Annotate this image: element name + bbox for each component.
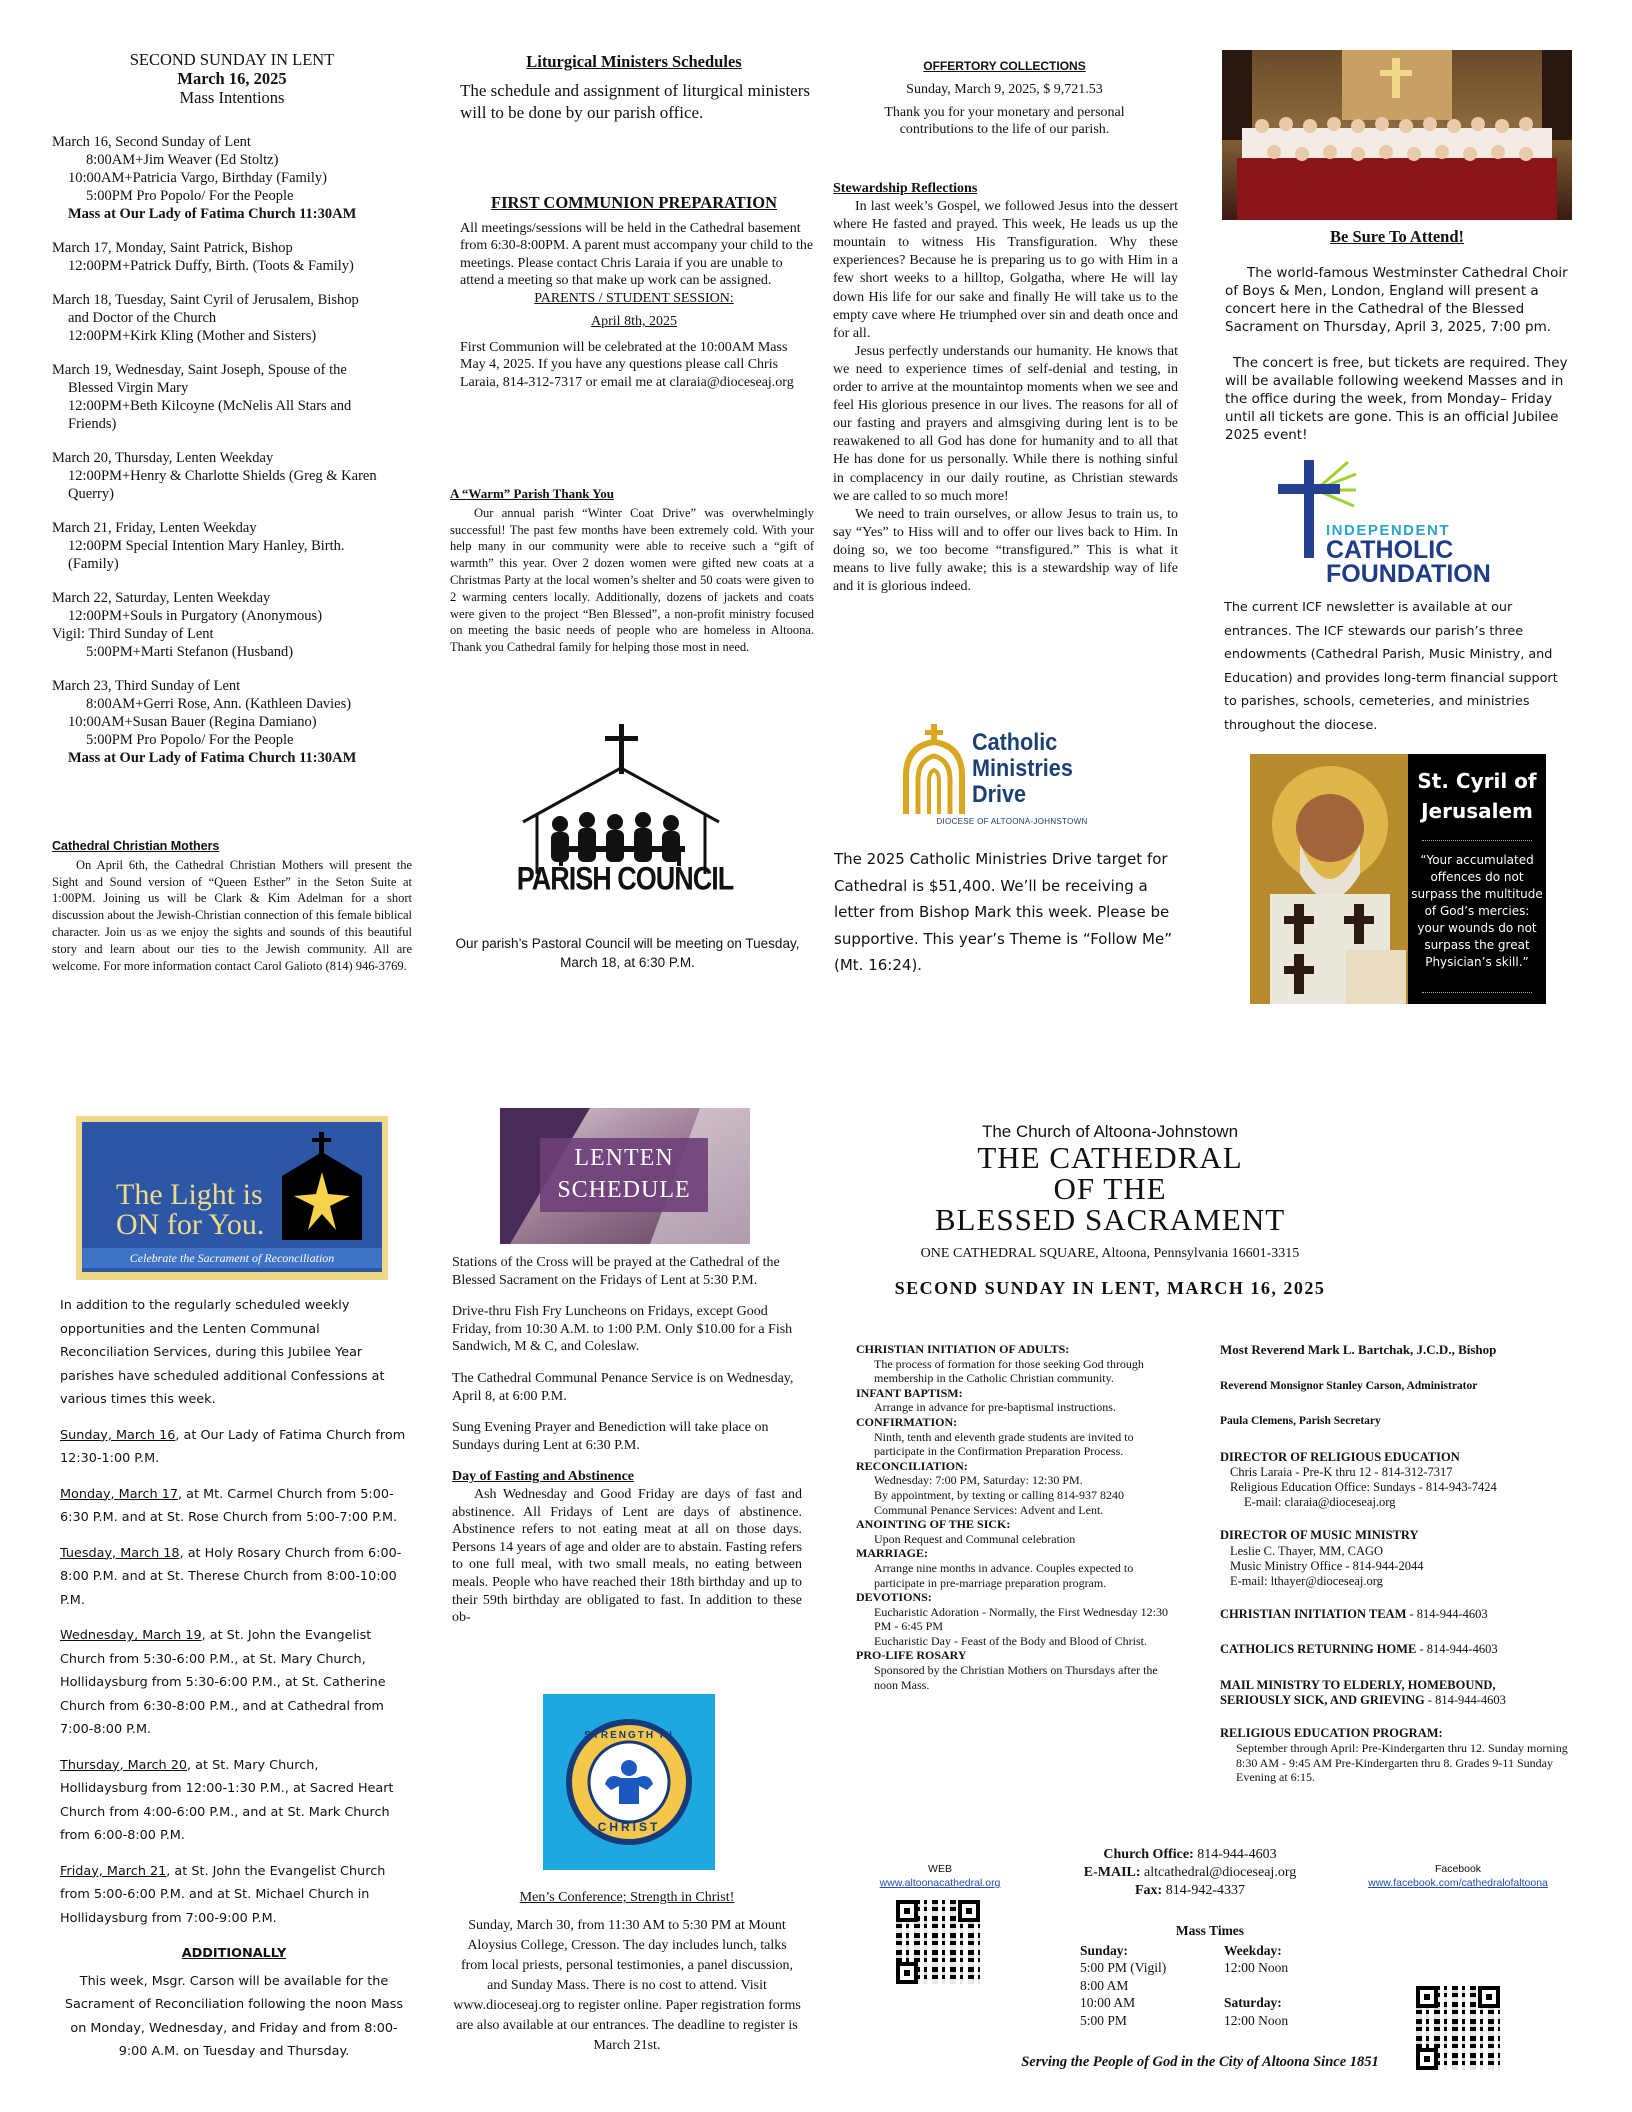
mens-conference-section bbox=[452, 1888, 802, 2056]
offertory-title: OFFERTORY COLLECTIONS bbox=[923, 59, 1086, 73]
crh-title: CATHOLICS RETURNING HOME bbox=[1220, 1642, 1417, 1657]
stewardship-p3: We need to train ourselves, or allow Jesus to train us, to say “Yes” to Hiss will and to offer our lives back to Him. In doing so, we too become “transfigured.” This is what it means to live fully awake; this is a stewardship way of life and it is glorious indeed. bbox=[833, 506, 1178, 595]
sacrament-body: Sponsored by the Christian Mothers on Thursdays after the noon Mass. bbox=[874, 1663, 1158, 1692]
intention-block bbox=[52, 361, 412, 433]
crh-phone: - 814-944-4603 bbox=[1416, 1642, 1498, 1657]
dre-line3: E-mail: claraia@dioceseaj.org bbox=[1244, 1495, 1396, 1510]
parish-council-body: Our parish’s Pastoral Council will be meeting on Tuesday, March 18, at 6:30 P.M. bbox=[455, 936, 800, 970]
intention-line: 8:00AM+Gerri Rose, Ann. (Kathleen Davies) bbox=[86, 696, 352, 712]
light-is-on-banner-inner bbox=[82, 1122, 382, 1272]
mail-ministry-line1: MAIL MINISTRY TO ELDERLY, HOMEBOUND, bbox=[1220, 1677, 1496, 1692]
st-cyril-title1: St. Cyril of bbox=[1417, 769, 1537, 793]
intention-line: (Family) bbox=[68, 556, 119, 572]
intention-line: Vigil: Third Sunday of Lent bbox=[52, 626, 214, 642]
sacraments-list bbox=[856, 1342, 1176, 1692]
weekday-time: 12:00 Noon bbox=[1224, 1960, 1289, 1975]
masthead-title3: BLESSED SACRAMENT bbox=[934, 1202, 1286, 1237]
masthead-address: ONE CATHEDRAL SQUARE, Altoona, Pennsylvania 16601-3315 bbox=[920, 1246, 1300, 1261]
concert-title: Be Sure To Attend! bbox=[1329, 227, 1464, 246]
contact-block bbox=[1040, 1846, 1340, 1900]
stewardship-section bbox=[833, 180, 1178, 596]
intention-line: Blessed Virgin Mary bbox=[68, 380, 189, 396]
strength-in-christ-logo bbox=[543, 1694, 715, 1870]
intention-line: 12:00PM+Henry & Charlotte Shields (Greg & Karen bbox=[68, 468, 377, 484]
mass-intentions-section bbox=[52, 50, 412, 783]
sacrament-title: ANOINTING OF THE SICK: bbox=[856, 1517, 1011, 1532]
offertory-amount: Sunday, March 9, 2025, $ 9,721.53 bbox=[906, 82, 1103, 97]
light-is-on-line1: The Light is bbox=[116, 1178, 263, 1211]
icf-logo-line1: INDEPENDENT bbox=[1326, 522, 1451, 539]
dmm-line3: E-mail: lthayer@dioceseaj.org bbox=[1230, 1574, 1383, 1589]
reconciliation-day-label: Tuesday, March 18 bbox=[60, 1545, 180, 1561]
intentions-date: March 16, 2025 bbox=[177, 69, 287, 88]
reconciliation-day-text: , at Holy Rosary Church from 6:00-8:00 P.M. and at St. Therese Church from 8:00-10:00 P.M. bbox=[60, 1545, 402, 1608]
first-communion-body: All meetings/sessions will be held in the Cathedral basement from 6:30-8:00PM. A parent must accompany your child to the meetings. Please contact Chris Laraia if you are unable to attend a meeting so that make up work can be assigned. bbox=[460, 220, 814, 288]
mail-ministry-phone: - 814-944-4603 bbox=[1424, 1692, 1506, 1707]
intention-line: Querry) bbox=[68, 486, 114, 502]
sacrament-body: Wednesday: 7:00 PM, Saturday: 12:30 PM. By appointment, by texting or calling 814-937 8240 Communal Penance Services: Advent and Lent. bbox=[874, 1473, 1124, 1517]
reconciliation-day-label: Sunday, March 16 bbox=[60, 1427, 176, 1443]
masthead-title2: OF THE bbox=[1053, 1171, 1167, 1206]
reconciliation-day-text: , at St. John the Evangelist Church from 5:00-6:00 P.M. and at St. Michael Church in Hollidaysburg from 7:00-9:00 P.M. bbox=[60, 1863, 386, 1926]
contact-office-value: 814-944-4603 bbox=[1193, 1847, 1277, 1862]
st-cyril-card bbox=[1250, 754, 1546, 1004]
mail-ministry-line2 bbox=[1220, 1693, 1570, 1708]
sacrament-title: CONFIRMATION: bbox=[856, 1414, 958, 1429]
intention-block bbox=[52, 291, 412, 345]
mens-conference-body: Sunday, March 30, from 11:30 AM to 5:30 PM at Mount Aloysius College, Cresson. The day includes lunch, talks from local priests, personal testimonies, a panel discussion, and Sunday Mass. There is no cost to attend. Visit www.dioceseaj.org to register online. Paper registration forms are also available at our entrances. The deadline to register is March 21st. bbox=[453, 1918, 801, 2053]
sunday-time-1: 8:00 AM bbox=[1080, 1977, 1129, 1993]
christian-mothers-title: Cathedral Christian Mothers bbox=[52, 839, 220, 853]
saturday-label: Saturday: bbox=[1224, 1995, 1282, 2010]
ministers-body: The schedule and assignment of liturgical ministers will to be done by our parish office. bbox=[460, 81, 810, 122]
strength-in-christ-graphic bbox=[543, 1694, 715, 1870]
intention-line: March 21, Friday, Lenten Weekday bbox=[52, 520, 257, 536]
reconciliation-day-text: , at St. John the Evangelist Church from 5:30-6:00 P.M., at St. Mary Church, Hollidaysburg from 5:30-6:00 P.M., at St. Catherine Church from 6:30-8:00 P.M., and at Cathedral from 7:00-8:00 P.M. bbox=[60, 1628, 386, 1737]
contact-email-label: E-MAIL: bbox=[1083, 1865, 1141, 1880]
thank-you-body: Our annual parish “Winter Coat Drive” was overwhelmingly successful! The past few months have been extremely cold. With your help many in our community were able to receive such a “gift of warmth” this year. Over 2 dozen women were gifted new coats at a Christmas Party at the local women’s shelter and 50 coats were given to 2 warming centers locally. Additionally, dozens of jackets and coats were given to the project “Ben Blessed”, a non-profit ministry focused on meeting the basic needs of people who are homeless in Altoona. Thank you Cathedral family for helping those most in need. bbox=[450, 505, 814, 655]
staff-secretary: Paula Clemens, Parish Secretary bbox=[1220, 1415, 1381, 1428]
intentions-subheading: Mass Intentions bbox=[179, 88, 285, 107]
dmm-line1: Leslie C. Thayer, MM, CAGO bbox=[1230, 1543, 1384, 1558]
sacrament-body: Upon Request and Communal celebration bbox=[874, 1531, 1076, 1546]
concert-p2: The concert is free, but tickets are required. They will be available following weekend Masses and in the office during the week, from Monday– Friday until all tickets are gone. This is an official Jubilee 2025 event! bbox=[1225, 355, 1568, 443]
facebook-link[interactable]: www.facebook.com/cathedralofaltoona bbox=[1368, 1877, 1548, 1889]
facebook-block bbox=[1338, 1862, 1578, 1890]
cit-line bbox=[1220, 1607, 1570, 1622]
strength-logo-bottom: CHRIST bbox=[597, 1820, 661, 1834]
cmd-logo bbox=[902, 720, 1122, 830]
lenten-p3: The Cathedral Communal Penance Service is on Wednesday, April 8, at 6:00 P.M. bbox=[452, 1370, 794, 1404]
web-qr-code bbox=[896, 1900, 980, 1984]
sunday-time-0: 5:00 PM (Vigil) bbox=[1080, 1960, 1167, 1975]
stewardship-p1: In last week’s Gospel, we followed Jesus into the dessert where He fasted and prayed. This week, He leads us up the mountain to witness His Transfiguration. Why these experiences? Because he is preparing us to go with Him in a few short weeks to a hilltop, Golgatha, where He will lay down His life for our sake and finally He will take us to the empty cave where He triumphed over sin and death once and for all. bbox=[833, 199, 1178, 341]
lenten-p2: Drive-thru Fish Fry Luncheons on Fridays, except Good Friday, from 10:30 A.M. to 1:00 P.M. Only $10.00 for a Fish Sandwich, M & C, and Coleslaw. bbox=[452, 1304, 793, 1355]
intention-line: Mass at Our Lady of Fatima Church 11:30AM bbox=[68, 750, 357, 766]
intention-line: 8:00AM+Jim Weaver (Ed Stoltz) bbox=[86, 152, 279, 168]
intention-line: 5:00PM Pro Popolo/ For the People bbox=[86, 732, 294, 748]
reconciliation-day-item bbox=[60, 1754, 408, 1848]
sacrament-body: The process of formation for those seeking God through membership in the Catholic Christian community. bbox=[874, 1356, 1144, 1386]
dre-title: DIRECTOR OF RELIGIOUS EDUCATION bbox=[1220, 1449, 1460, 1464]
masthead-church-of: The Church of Altoona-Johnstown bbox=[981, 1122, 1239, 1141]
intentions-list bbox=[52, 133, 412, 767]
intention-block bbox=[52, 677, 412, 767]
intention-line: March 19, Wednesday, Saint Joseph, Spouse of the bbox=[52, 362, 347, 378]
intention-line: 12:00PM+Kirk Kling (Mother and Sisters) bbox=[68, 328, 317, 344]
cmd-logo-line3: Drive bbox=[972, 781, 1027, 808]
session-title: PARENTS / STUDENT SESSION: bbox=[534, 290, 734, 306]
fast-body: Ash Wednesday and Good Friday are days of fast and abstinence. All Fridays of Lent are days of abstinence. Abstinence refers to not eating meat at all on those days. Persons 14 years of age and older are to abstain. Fasting refers to one full meal, with two small meals, no eating between meals. People who have reached their 18th birthday and up to their 59th birthday are obligated to fast. In addition to these ob- bbox=[452, 1486, 802, 1626]
reconciliation-day-label: Thursday, March 20 bbox=[60, 1757, 188, 1773]
church-star-icon bbox=[272, 1132, 372, 1242]
cmd-logo-line1: Catholic bbox=[972, 729, 1058, 756]
reconciliation-day-text: , at Our Lady of Fatima Church from 12:30-1:00 P.M. bbox=[60, 1427, 406, 1466]
dmm-title: DIRECTOR OF MUSIC MINISTRY bbox=[1220, 1528, 1419, 1543]
cmd-body: The 2025 Catholic Ministries Drive target for Cathedral is $51,400. We’ll be receiving a letter from Bishop Mark this week. Please be supportive. This year’s Theme is “Follow Me” (Mt. 16:24). bbox=[834, 850, 1172, 974]
crh-line bbox=[1220, 1642, 1570, 1657]
offertory-section bbox=[832, 58, 1177, 138]
facebook-label: Facebook bbox=[1434, 1863, 1482, 1875]
reconciliation-day-label: Friday, March 21 bbox=[60, 1863, 167, 1879]
weekday-label: Weekday: bbox=[1224, 1942, 1282, 1958]
web-block bbox=[850, 1862, 1030, 1890]
intention-line: 12:00PM+Beth Kilcoyne (McNelis All Stars and bbox=[68, 398, 352, 414]
intention-line: March 23, Third Sunday of Lent bbox=[52, 678, 241, 694]
reconciliation-day-item bbox=[60, 1483, 408, 1530]
sunday-times bbox=[1080, 1942, 1210, 2030]
lenten-banner-line2: SCHEDULE bbox=[557, 1177, 691, 1203]
lenten-p4: Sung Evening Prayer and Benediction will take place on Sundays during Lent at 6:30 P.M. bbox=[452, 1420, 769, 1453]
staff-directory bbox=[1220, 1342, 1570, 1784]
reconciliation-section bbox=[60, 1294, 408, 2076]
light-is-on-banner bbox=[76, 1116, 388, 1280]
lenten-schedule-section bbox=[452, 1254, 802, 1641]
contact-fax bbox=[1040, 1882, 1340, 1900]
contact-email-value: altcathedral@dioceseaj.org bbox=[1140, 1865, 1297, 1880]
contact-office bbox=[1040, 1846, 1340, 1864]
thank-you-section bbox=[450, 486, 814, 656]
sunday-time-3: 5:00 PM bbox=[1080, 2012, 1127, 2028]
web-link[interactable]: www.altoonacathedral.org bbox=[879, 1877, 1001, 1889]
cit-phone: - 814-944-4603 bbox=[1406, 1607, 1488, 1622]
ministers-section bbox=[454, 52, 814, 124]
reconciliation-day-text: , at St. Mary Church, Hollidaysburg from 12:00-1:30 P.M., at Sacred Heart Church from 4:00-6:00 P.M., and at St. Mark Church from 6:00-8:00 P.M. bbox=[60, 1757, 394, 1843]
intention-line: March 17, Monday, Saint Patrick, Bishop bbox=[52, 240, 293, 256]
intention-line: and Doctor of the Church bbox=[68, 310, 217, 326]
light-is-on-line2: ON for You. bbox=[116, 1208, 265, 1241]
sacrament-body: Arrange in advance for pre-baptismal instructions. bbox=[874, 1400, 1116, 1415]
st-cyril-quote: “Your accumulated offences do not surpass the multitude of God’s mercies: your wounds do not surpass the great Physician’s skill.” bbox=[1411, 853, 1543, 969]
stewardship-title: Stewardship Reflections bbox=[833, 181, 978, 196]
masthead-title1: THE CATHEDRAL bbox=[977, 1140, 1243, 1175]
choir-photo-image bbox=[1222, 50, 1572, 220]
reconciliation-day-label: Wednesday, March 19 bbox=[60, 1628, 202, 1643]
icf-logo-line3: FOUNDATION bbox=[1326, 560, 1491, 588]
intention-line: Mass at Our Lady of Fatima Church 11:30AM bbox=[68, 206, 357, 222]
contact-fax-value: 814-942-4337 bbox=[1162, 1883, 1246, 1898]
additionally-title: ADDITIONALLY bbox=[181, 1946, 287, 1961]
cmd-arch-icon bbox=[902, 724, 966, 816]
reconciliation-day-item bbox=[60, 1542, 408, 1613]
st-cyril-icon-image bbox=[1250, 754, 1408, 1004]
reconciliation-intro: In addition to the regularly scheduled weekly opportunities and the Lenten Communal Reconciliation Services, during this Jubilee Year parishes have scheduled additional Confessions at various times this week. bbox=[60, 1298, 385, 1407]
intention-block bbox=[52, 589, 412, 661]
weekday-saturday-times bbox=[1224, 1942, 1334, 2030]
ministers-title: Liturgical Ministers Schedules bbox=[526, 52, 742, 71]
additionally-body: This week, Msgr. Carson will be available for the Sacrament of Reconciliation following the noon Mass on Monday, Wednesday, and Friday and from 8:00-9:00 A.M. on Tuesday and Thursday. bbox=[64, 1973, 404, 2059]
st-cyril-divider bbox=[1422, 840, 1532, 841]
staff-bishop: Most Reverend Mark L. Bartchak, J.C.D., Bishop bbox=[1220, 1342, 1497, 1357]
session-date: April 8th, 2025 bbox=[591, 314, 677, 329]
intention-line: 5:00PM+Marti Stefanon (Husband) bbox=[86, 644, 294, 660]
icf-body: The current ICF newsletter is available at our entrances. The ICF stewards our parish’s three endowments (Cathedral Parish, Music Ministry, and Education) and provides long-term financial support to parishes, schools, cemeteries, and ministries throughout the diocese. bbox=[1224, 600, 1558, 733]
intention-block bbox=[52, 449, 412, 503]
fast-title: Day of Fasting and Abstinence bbox=[452, 1469, 635, 1485]
intention-line: 10:00AM+Patricia Vargo, Birthday (Family) bbox=[68, 170, 327, 186]
concert-p1: The world-famous Westminster Cathedral Choir of Boys & Men, London, England will present a concert here in the Cathedral of the Blessed Sacrament on Thursday, April 3, 2025, 7:00 pm. bbox=[1225, 265, 1568, 335]
reconciliation-day-text: , at Mt. Carmel Church from 5:00-6:30 P.M. and at St. Rose Church from 5:00-7:00 P.M. bbox=[60, 1486, 398, 1525]
concert-section bbox=[1225, 264, 1570, 444]
strength-logo-top: STRENGTH IN bbox=[584, 1730, 674, 1741]
reconciliation-day-label: Monday, March 17 bbox=[60, 1486, 179, 1502]
offertory-thanks: Thank you for your monetary and personal contributions to the life of our parish. bbox=[884, 105, 1125, 137]
sunday-label: Sunday: bbox=[1080, 1942, 1129, 1958]
mass-times bbox=[1080, 1922, 1340, 2046]
intention-block bbox=[52, 519, 412, 573]
parish-council-logo-text: PARISH COUNCIL bbox=[516, 860, 734, 897]
first-communion-body2: First Communion will be celebrated at the 10:00AM Mass May 4, 2025. If you have any questions please call Chris Laraia, 814-312-7317 or email me at claraia@dioceseaj.org bbox=[460, 339, 794, 390]
choir-photo bbox=[1222, 50, 1572, 220]
dmm-line2: Music Ministry Office - 814-944-2044 bbox=[1230, 1558, 1424, 1573]
mail-ministry-title2: SERIOUSLY SICK, AND GRIEVING bbox=[1220, 1692, 1425, 1707]
intention-line: 12:00PM+Souls in Purgatory (Anonymous) bbox=[68, 608, 323, 624]
intention-line: March 22, Saturday, Lenten Weekday bbox=[52, 590, 271, 606]
tagline: Serving the People of God in the City of Altoona Since 1851 bbox=[1021, 2054, 1379, 2070]
stewardship-p2: Jesus perfectly understands our humanity. He knows that we need to experience times of self-denial and testing, in order to arrive at the mountaintop moments when we see and feel His glorious presence in our lives. The reasons for all of our fasting and prayers and almsgiving during lent is to be reawakened to all God has done for humanity and to all that He has done for us personally. While there is nothing sinful in complacency in our daily routine, as Christian stewards we are called to so much more! bbox=[833, 343, 1178, 504]
sacrament-title: CHRISTIAN INITIATION OF ADULTS: bbox=[856, 1342, 1070, 1356]
cmd-logo-sub: DIOCESE OF ALTOONA-JOHNSTOWN bbox=[936, 817, 1088, 826]
mens-conference-title: Men’s Conference; Strength in Christ! bbox=[519, 1890, 735, 1905]
intention-line: 5:00PM Pro Popolo/ For the People bbox=[86, 188, 294, 204]
sacrament-body: Eucharistic Adoration - Normally, the First Wednesday 12:30 PM - 6:45 PM Eucharistic Day - Feast of the Body and Blood of Christ. bbox=[874, 1604, 1168, 1648]
dre-line1: Chris Laraia - Pre-K thru 12 - 814-312-7317 bbox=[1230, 1464, 1453, 1479]
cit-title: CHRISTIAN INITIATION TEAM bbox=[1220, 1607, 1407, 1622]
dre-line2: Religious Education Office: Sundays - 814-943-7424 bbox=[1230, 1480, 1497, 1495]
intention-block bbox=[52, 133, 412, 223]
intention-line: 12:00PM+Patrick Duffy, Birth. (Toots & Family) bbox=[68, 258, 354, 274]
sacrament-body: Arrange nine months in advance. Couples expected to participate in pre-marriage preparation program. bbox=[874, 1560, 1134, 1590]
reconciliation-day-item bbox=[60, 1624, 408, 1742]
contact-fax-label: Fax: bbox=[1134, 1883, 1163, 1898]
sacrament-title: PRO-LIFE ROSARY bbox=[856, 1648, 967, 1663]
lenten-schedule-banner bbox=[500, 1108, 750, 1244]
lenten-p1: Stations of the Cross will be prayed at the Cathedral of the Blessed Sacrament on the Fridays of Lent at 5:30 P.M. bbox=[452, 1255, 780, 1288]
icf-logo-line2: CATHOLIC bbox=[1326, 536, 1454, 564]
reconciliation-days-list bbox=[60, 1424, 408, 1931]
mass-times-title: Mass Times bbox=[1175, 1923, 1245, 1938]
christian-mothers-body: On April 6th, the Cathedral Christian Mothers will present the Sight and Sound version of “Queen Esther” in the Seton Suite at 1:00PM. Joining us will be Clark & Kim Adelman for a short discussion about the Jewish-Christian connection of this female biblical character. Join us as we enjoy the sights and sounds of this beautiful story and learn about our ties to the Jewish community. All are welcome. For more information contact Carol Galioto (814) 946-3769. bbox=[52, 857, 412, 973]
st-cyril-divider-bottom bbox=[1422, 992, 1532, 993]
lenten-banner-line1: LENTEN bbox=[574, 1145, 674, 1171]
web-label: WEB bbox=[928, 1863, 952, 1875]
parish-council-logo bbox=[515, 724, 735, 904]
intention-line: Friends) bbox=[68, 416, 117, 432]
light-is-on-sub: Celebrate the Sacrament of Reconciliation bbox=[82, 1248, 382, 1268]
sacrament-title: MARRIAGE: bbox=[856, 1546, 928, 1561]
masthead-date: SECOND SUNDAY IN LENT, MARCH 16, 2025 bbox=[894, 1278, 1326, 1298]
cmd-logo-line2: Ministries bbox=[972, 755, 1073, 782]
reconciliation-day-item bbox=[60, 1860, 408, 1931]
rep-title: RELIGIOUS EDUCATION PROGRAM: bbox=[1220, 1726, 1443, 1741]
sacrament-body: Ninth, tenth and eleventh grade students are invited to participate in the Confirmation Preparation Process. bbox=[874, 1429, 1134, 1459]
intention-line: March 20, Thursday, Lenten Weekday bbox=[52, 450, 274, 466]
sacrament-title: DEVOTIONS: bbox=[856, 1590, 932, 1605]
contact-office-label: Church Office: bbox=[1103, 1847, 1194, 1862]
intention-line: 12:00PM Special Intention Mary Hanley, Birth. bbox=[68, 538, 345, 554]
intention-line: March 16, Second Sunday of Lent bbox=[52, 134, 251, 150]
staff-administrator: Reverend Monsignor Stanley Carson, Administrator bbox=[1220, 1380, 1478, 1393]
first-communion-title: FIRST COMMUNION PREPARATION bbox=[490, 193, 777, 212]
rep-body: September through April: Pre-Kindergarten thru 12. Sunday morning 8:30 AM - 9:45 AM Pre-Kindergarten thru 8. Grades 9-11 Sunday Evening at 6:15. bbox=[1236, 1741, 1568, 1785]
st-cyril-title2: Jerusalem bbox=[1421, 799, 1533, 823]
thank-you-title: A “Warm” Parish Thank You bbox=[450, 486, 614, 501]
sacrament-title: RECONCILIATION: bbox=[856, 1458, 968, 1473]
christian-mothers-section bbox=[52, 838, 412, 974]
sacrament-title: INFANT BAPTISM: bbox=[856, 1385, 963, 1400]
saturday-time: 12:00 Noon bbox=[1224, 2012, 1289, 2028]
contact-email bbox=[1040, 1864, 1340, 1882]
intention-block bbox=[52, 239, 412, 275]
reconciliation-day-item bbox=[60, 1424, 408, 1471]
sunday-time-2: 10:00 AM bbox=[1080, 1995, 1136, 2010]
first-communion-section bbox=[454, 194, 814, 391]
icf-logo bbox=[1278, 460, 1528, 590]
intention-line: 10:00AM+Susan Bauer (Regina Damiano) bbox=[68, 714, 317, 730]
intentions-heading: SECOND SUNDAY IN LENT bbox=[129, 50, 335, 69]
intention-line: March 18, Tuesday, Saint Cyril of Jerusalem, Bishop bbox=[52, 292, 359, 308]
